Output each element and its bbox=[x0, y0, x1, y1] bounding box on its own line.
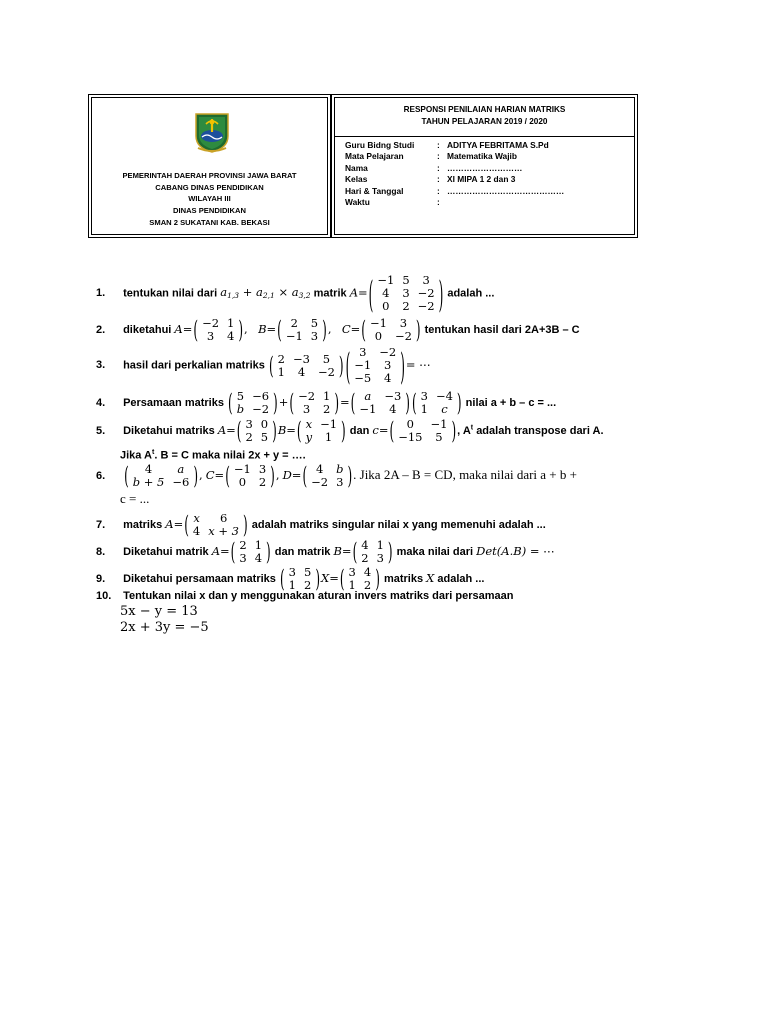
matrix-cell: −6 bbox=[252, 389, 270, 403]
matrix-cell: 2 bbox=[402, 299, 410, 313]
matrix-cell: 5 bbox=[402, 273, 410, 287]
matrix-name: C bbox=[205, 467, 215, 482]
left-paren: ( bbox=[268, 351, 274, 380]
right-paren: ) bbox=[238, 316, 244, 344]
question-text: matriks bbox=[123, 518, 163, 531]
question-text: Diketahui matrik bbox=[123, 545, 209, 558]
question-text: matrik bbox=[313, 287, 347, 300]
matrix-name: C bbox=[341, 321, 351, 336]
matrix-cell: 1 bbox=[254, 538, 263, 552]
matrix-cell: −2 bbox=[202, 316, 220, 330]
question-text: Diketahui persamaan matriks bbox=[123, 572, 276, 585]
info-sep: : bbox=[437, 174, 440, 185]
left-paren: ( bbox=[352, 538, 358, 566]
question-text: . B = C maka nilai 2x + y = …. bbox=[154, 449, 306, 462]
matrix-cell: −1 bbox=[377, 273, 395, 287]
info-label: Guru Bidng Studi bbox=[345, 140, 415, 150]
matrix bbox=[277, 317, 327, 343]
question-text: c = ... bbox=[120, 491, 150, 506]
matrix-cell: 3 bbox=[239, 551, 247, 565]
matrix-cell: 3 bbox=[384, 358, 392, 372]
right-paren: ) bbox=[266, 538, 271, 566]
matrix-cell: 5 bbox=[435, 430, 443, 444]
matrix-cell: 0 bbox=[238, 475, 247, 489]
question-text: hasil dari perkalian matriks bbox=[123, 359, 265, 372]
left-paren: ( bbox=[236, 417, 242, 445]
left-paren: ( bbox=[361, 316, 366, 344]
exam-title-line2: TAHUN PELAJARAN 2019 / 2020 bbox=[421, 116, 548, 126]
question-number: 5. bbox=[96, 424, 106, 437]
left-paren: ( bbox=[339, 565, 345, 593]
matrix-cell: 0 bbox=[374, 329, 383, 343]
matrix-cell: 4 bbox=[389, 402, 397, 416]
matrix-cell: 1 bbox=[323, 389, 331, 403]
matrix-name: c bbox=[372, 422, 379, 437]
info-sep: : bbox=[437, 140, 440, 150]
matrix-cell: −1 bbox=[285, 329, 303, 343]
right-paren: ) bbox=[438, 272, 444, 315]
matrix-cell: −1 bbox=[354, 358, 372, 372]
left-paren: ( bbox=[350, 389, 356, 417]
left-paren: ( bbox=[302, 462, 308, 490]
right-paren: ) bbox=[405, 389, 410, 417]
matrix-cell: b + 5 bbox=[132, 475, 165, 489]
info-value: …………………………………… bbox=[447, 185, 565, 196]
matrix-cell: −2 bbox=[298, 389, 316, 403]
divider bbox=[335, 136, 634, 137]
question-text: adalah matriks singular nilai x yang memenuhi adalah ... bbox=[251, 518, 546, 531]
matrix-cell: 2 bbox=[323, 402, 331, 416]
equation-1: 5x − y = 13 bbox=[120, 604, 198, 619]
matrix-name: A bbox=[211, 543, 221, 558]
institution-block bbox=[92, 170, 327, 229]
right-paren: ) bbox=[270, 462, 275, 490]
institution-line: DINAS PENDIDIKAN bbox=[173, 206, 246, 216]
right-paren: ) bbox=[322, 316, 327, 344]
matrix-grid bbox=[274, 353, 339, 379]
question-4: 4. Persamaan matriks ( 5 −6 b −2 ) + ( −2 1 3 2 ) = ( a −3 −1 4 ) ( 3 −4 1 c ) nilai a + b – c = ... bbox=[96, 390, 556, 416]
matrix-grid bbox=[302, 418, 341, 444]
question-9: 9. Diketahui persamaan matriks ( 3 5 1 2 ) X= ( 3 4 1 2 ) matriks X adalah ... bbox=[96, 566, 484, 592]
question-2: 2. diketahui A= ( −2 1 3 4 ) , B= ( 2 5 −1 3 ) , C= ( −1 3 0 −2 ) tentukan hasil dari 2A+3B – C bbox=[96, 317, 580, 343]
matrix-cell: 5 bbox=[310, 316, 319, 330]
right-paren: ) bbox=[334, 389, 340, 417]
question-number: 6. bbox=[96, 469, 106, 482]
info-row-teacher bbox=[345, 140, 564, 151]
matrix bbox=[184, 512, 247, 538]
matrix-name: X bbox=[426, 570, 435, 585]
info-sep: : bbox=[437, 185, 440, 196]
matrix bbox=[228, 390, 278, 416]
matrix bbox=[225, 463, 275, 489]
matrix-cell: 2 bbox=[304, 578, 312, 592]
question-text: adalah transpose dari A. bbox=[476, 424, 604, 437]
left-paren: ( bbox=[296, 417, 302, 445]
left-paren: ( bbox=[389, 417, 395, 445]
left-paren: ( bbox=[225, 462, 230, 490]
matrix-cell: 2 bbox=[239, 538, 247, 552]
question-1: 1. tentukan nilai dari $a_{1,3} + a_{2,1} \times a_{3,2}$ matrik A= ( −1 5 3 4 3 −2 0 2 −2 ) adalah ... bbox=[96, 274, 494, 313]
question-7: 7. matriks A= ( x 6 4 x + 3 ) adalah matriks singular nilai x yang memenuhi adalah ... bbox=[96, 512, 546, 538]
matrix-cell: b bbox=[336, 462, 344, 476]
question-text: Jika A bbox=[120, 449, 153, 462]
matrix-cell: −2 bbox=[417, 286, 435, 300]
math-expression: Det(A.B) bbox=[476, 543, 527, 558]
matrix-grid bbox=[282, 317, 322, 343]
right-paren: ) bbox=[347, 462, 353, 490]
matrix-cell: −1 bbox=[359, 402, 377, 416]
matrix-cell: 5 bbox=[304, 565, 312, 579]
left-paren: ( bbox=[193, 316, 199, 344]
header-right-inner bbox=[334, 97, 635, 235]
matrix-cell: 3 bbox=[422, 273, 430, 287]
question-5: 5. Diketahui matriks A= ( 3 0 2 5 ) B= ( x −1 y 1 ) dan c= ( 0 −1 −15 5 ) , $A^t$ adalah transpose dari A. bbox=[96, 418, 604, 444]
question-6-line2 bbox=[120, 492, 149, 507]
right-paren: ) bbox=[375, 565, 380, 593]
matrix-cell: b bbox=[236, 402, 245, 416]
header-left-box bbox=[88, 94, 331, 238]
matrix-cell: 3 bbox=[245, 417, 253, 431]
right-paren: ) bbox=[272, 417, 277, 445]
matrix-cell: x bbox=[305, 417, 313, 431]
question-text: . Jika 2A – B = CD, maka nilai dari a + b + bbox=[353, 466, 577, 482]
matrix-cell: c bbox=[441, 402, 448, 416]
left-paren: ( bbox=[279, 565, 285, 593]
matrix bbox=[237, 418, 277, 444]
info-value: Matematika Wajib bbox=[447, 151, 517, 162]
info-label: Hari & Tanggal bbox=[345, 185, 404, 196]
matrix-cell: 4 bbox=[384, 371, 392, 385]
matrix-cell: −2 bbox=[394, 329, 412, 343]
info-sep: : bbox=[437, 151, 440, 162]
question-text: tentukan hasil dari 2A+3B – C bbox=[424, 323, 580, 336]
matrix-cell: 3 bbox=[288, 565, 296, 579]
question-10 bbox=[96, 589, 514, 603]
institution-line: WILAYAH III bbox=[188, 194, 231, 204]
matrix-name: A bbox=[165, 516, 174, 531]
matrix-cell: 5 bbox=[260, 430, 269, 444]
matrix-cell: 1 bbox=[227, 316, 235, 330]
matrix-cell: −5 bbox=[354, 371, 372, 385]
matrix bbox=[353, 539, 393, 565]
matrix-cell: −15 bbox=[398, 430, 423, 444]
matrix-grid bbox=[373, 274, 438, 313]
exam-title-line1: RESPONSI PENILAIAN HARIAN MATRIKS bbox=[403, 105, 566, 114]
matrix-cell: 3 bbox=[302, 402, 311, 416]
matrix-cell: 2 bbox=[290, 316, 298, 330]
matrix-name: A bbox=[349, 285, 359, 300]
matrix-name: B bbox=[333, 543, 342, 558]
matrix-cell: a bbox=[177, 462, 185, 476]
matrix-cell: −4 bbox=[435, 389, 453, 403]
matrix-name: X bbox=[321, 570, 330, 585]
question-text: Diketahui matriks bbox=[123, 424, 215, 437]
institution-line: CABANG DINAS PENDIDIKAN bbox=[155, 182, 264, 192]
question-6: 6. ( 4 a b + 5 −6 ) , C= ( −1 3 0 2 ) , D= ( 4 b −2 3 ) . Jika 2A – B = CD, maka nilai dari a + b + bbox=[96, 463, 577, 489]
matrix bbox=[390, 418, 457, 444]
header-right-box bbox=[331, 94, 638, 238]
question-text: nilai a + b – c = ... bbox=[465, 396, 557, 409]
question-number: 8. bbox=[96, 545, 106, 558]
right-paren: ) bbox=[315, 565, 321, 593]
left-paren: ( bbox=[228, 389, 233, 417]
matrix-name: A bbox=[217, 422, 227, 437]
matrix bbox=[269, 353, 344, 379]
matrix-cell: 4 bbox=[361, 538, 369, 552]
matrix-cell: 0 bbox=[260, 417, 269, 431]
matrix-cell: 2 bbox=[277, 351, 285, 366]
matrix-cell: 4 bbox=[382, 286, 390, 300]
left-paren: ( bbox=[411, 389, 417, 417]
matrix-grid bbox=[394, 418, 451, 444]
matrix-cell: −1 bbox=[430, 417, 448, 431]
matrix-cell: 3 bbox=[206, 329, 215, 343]
question-number: 2. bbox=[96, 323, 106, 336]
info-row-time bbox=[345, 197, 564, 208]
matrix-cell: −2 bbox=[417, 299, 435, 313]
west-java-emblem-icon bbox=[192, 110, 232, 154]
info-value: ……………………… bbox=[447, 162, 523, 173]
matrix-cell: 5 bbox=[322, 351, 331, 366]
matrix-cell: x bbox=[193, 511, 200, 525]
matrix-grid bbox=[355, 390, 405, 416]
question-text: diketahui bbox=[123, 323, 172, 336]
question-5-line2: Jika $A^t$. B = C maka nilai 2x + y = …. bbox=[120, 449, 306, 462]
matrix-name: B bbox=[258, 321, 267, 336]
matrix-name: B bbox=[277, 422, 287, 437]
question-text: matriks bbox=[383, 572, 424, 585]
matrix-cell: 3 bbox=[420, 389, 428, 403]
matrix-cell: 1 bbox=[348, 578, 356, 592]
matrix-cell: 4 bbox=[192, 524, 201, 538]
matrix-cell: 1 bbox=[376, 538, 384, 552]
matrix-cell: 3 bbox=[359, 345, 367, 359]
question-number: 10. bbox=[96, 590, 112, 602]
info-sep: : bbox=[437, 196, 440, 207]
left-paren: ( bbox=[277, 316, 282, 344]
question-text: Persamaan matriks bbox=[123, 396, 224, 409]
matrix-grid bbox=[350, 346, 400, 385]
matrix-name: A bbox=[174, 321, 183, 336]
matrix-cell: −1 bbox=[369, 316, 387, 330]
header-left-inner bbox=[91, 97, 328, 235]
matrix-cell: 4 bbox=[254, 551, 263, 565]
matrix-grid bbox=[230, 463, 270, 489]
matrix-cell: 2 bbox=[361, 551, 369, 565]
right-paren: ) bbox=[338, 351, 344, 380]
matrix-cell: −6 bbox=[172, 475, 190, 489]
matrix-cell: 1 bbox=[288, 578, 296, 592]
matrix-cell: −2 bbox=[252, 402, 270, 416]
right-paren: ) bbox=[415, 316, 421, 344]
left-paren: ( bbox=[184, 511, 189, 539]
matrix-cell: −1 bbox=[320, 417, 338, 431]
question-text: adalah ... bbox=[447, 287, 495, 300]
right-paren: ) bbox=[273, 389, 278, 417]
matrix-cell: 3 bbox=[348, 565, 356, 579]
matrix-grid bbox=[357, 539, 388, 565]
right-paren: ) bbox=[400, 344, 405, 387]
matrix-cell: 3 bbox=[376, 551, 384, 565]
matrix-cell: 6 bbox=[219, 511, 228, 525]
matrix-cell: 2 bbox=[245, 430, 253, 444]
matrix-cell: 1 bbox=[420, 402, 428, 416]
matrix bbox=[351, 390, 410, 416]
question-text: maka nilai dari bbox=[396, 545, 474, 558]
institution-line: PEMERINTAH DAERAH PROVINSI JAWA BARAT bbox=[122, 171, 297, 180]
exam-title bbox=[335, 104, 634, 127]
matrix-cell: 0 bbox=[382, 299, 390, 313]
matrix-cell: 0 bbox=[406, 417, 414, 431]
right-paren: ) bbox=[451, 417, 457, 445]
info-label: Nama bbox=[345, 162, 368, 173]
info-table bbox=[345, 140, 564, 208]
right-paren: ) bbox=[242, 511, 248, 539]
matrix-cell: 4 bbox=[144, 462, 153, 476]
info-row-class bbox=[345, 174, 564, 185]
question-number: 9. bbox=[96, 572, 106, 585]
matrix-cell: 4 bbox=[315, 462, 324, 476]
right-paren: ) bbox=[341, 417, 346, 445]
matrix-grid bbox=[235, 539, 266, 565]
matrix bbox=[361, 317, 420, 343]
matrix bbox=[297, 418, 346, 444]
matrix-cell: −2 bbox=[311, 475, 329, 489]
matrix-cell: 4 bbox=[363, 565, 372, 579]
matrix-cell: 2 bbox=[363, 578, 372, 592]
matrix bbox=[231, 539, 271, 565]
question-text: dan matrik bbox=[274, 545, 331, 558]
matrix bbox=[369, 274, 444, 313]
matrix-cell: 3 bbox=[399, 316, 408, 330]
right-paren: ) bbox=[387, 538, 393, 566]
matrix-cell: 1 bbox=[277, 364, 285, 379]
matrix-cell: 3 bbox=[310, 329, 319, 343]
matrix bbox=[124, 463, 198, 489]
question-number: 3. bbox=[96, 359, 106, 372]
question-number: 4. bbox=[96, 396, 106, 409]
question-number: 7. bbox=[96, 518, 106, 531]
matrix-cell: −2 bbox=[379, 345, 397, 359]
info-row-subject bbox=[345, 151, 564, 162]
matrix-cell: x + 3 bbox=[208, 524, 239, 538]
matrix-cell: −1 bbox=[233, 462, 251, 476]
left-paren: ( bbox=[368, 272, 374, 315]
matrix-cell: y bbox=[305, 430, 313, 444]
matrix-cell: −3 bbox=[293, 351, 310, 366]
matrix bbox=[193, 317, 243, 343]
matrix-cell: 2 bbox=[258, 475, 267, 489]
question-text: tentukan nilai dari bbox=[123, 287, 218, 300]
left-paren: ( bbox=[124, 462, 129, 490]
left-paren: ( bbox=[345, 344, 351, 387]
math-expression: $a_{1,3} + a_{2,1} \times a_{3,2}$ bbox=[220, 285, 311, 301]
left-paren: ( bbox=[289, 389, 295, 417]
info-value: ADITYA FEBRITAMA S.Pd bbox=[447, 140, 549, 150]
matrix-cell: −3 bbox=[384, 389, 402, 403]
matrix-grid bbox=[307, 463, 347, 489]
matrix-cell: −2 bbox=[317, 364, 335, 379]
matrix-cell: 5 bbox=[236, 389, 245, 403]
question-number: 1. bbox=[96, 287, 106, 300]
matrix-grid bbox=[198, 317, 238, 343]
info-label: Mata Pelajaran bbox=[345, 151, 404, 162]
info-label: Waktu bbox=[345, 196, 370, 207]
question-8: 8. Diketahui matrik A= ( 2 1 3 4 ) dan matrik B= ( 4 1 2 3 ) maka nilai dari Det(A.B) = ⋯ bbox=[96, 539, 555, 565]
matrix-grid bbox=[241, 418, 272, 444]
info-label: Kelas bbox=[345, 174, 368, 185]
question-text: dan bbox=[349, 424, 370, 437]
equation-2: 2x + 3y = −5 bbox=[120, 620, 209, 635]
matrix-grid bbox=[366, 317, 416, 343]
matrix-name: D bbox=[282, 467, 292, 482]
matrix-grid bbox=[129, 463, 194, 489]
matrix-cell: 3 bbox=[402, 286, 410, 300]
matrix-cell: a bbox=[364, 389, 372, 403]
right-paren: ) bbox=[456, 389, 462, 417]
matrix-cell: 4 bbox=[297, 364, 306, 379]
info-row-name bbox=[345, 163, 564, 174]
right-paren: ) bbox=[193, 462, 199, 490]
question-text: adalah ... bbox=[437, 572, 485, 585]
matrix-cell: 3 bbox=[258, 462, 267, 476]
matrix-cell: 3 bbox=[336, 475, 344, 489]
matrix bbox=[302, 463, 352, 489]
info-value: XI MIPA 1 2 dan 3 bbox=[447, 174, 516, 185]
institution-line: SMAN 2 SUKATANI KAB. BEKASI bbox=[149, 217, 270, 227]
matrix-cell: 4 bbox=[227, 329, 235, 343]
info-sep: : bbox=[437, 162, 440, 173]
question-text: Tentukan nilai x dan y menggunakan aturan invers matriks dari persamaan bbox=[123, 590, 514, 602]
question-3: 3. hasil dari perkalian matriks ( 2 −3 5 1 4 −2 ) ( 3 −2 −1 3 −5 4 ) = ⋯ bbox=[96, 346, 431, 385]
info-row-date bbox=[345, 186, 564, 197]
left-paren: ( bbox=[230, 538, 236, 566]
matrix-cell: 1 bbox=[324, 430, 333, 444]
